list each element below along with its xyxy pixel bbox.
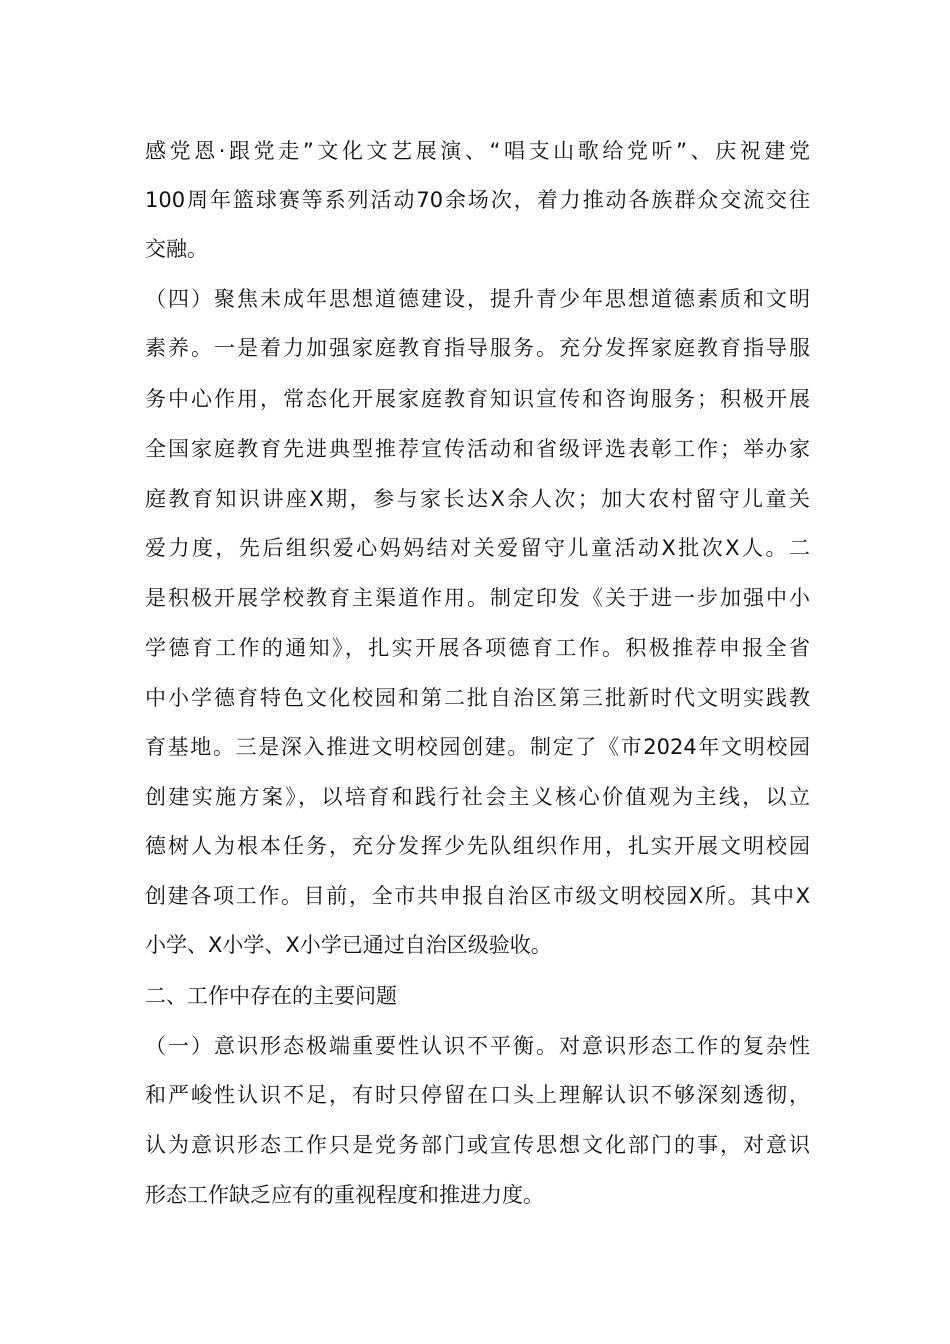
text-line: 庭教育知识讲座X期，参与家长达X余人次；加大农村留守儿童关 <box>145 487 810 511</box>
text-line: 德树人为根本任务，充分发挥少先队组织作用，扎实开展文明校园 <box>145 834 810 858</box>
text-line: 交融。 <box>145 237 208 261</box>
text-line: 100周年篮球赛等系列活动70余场次，着力推动各族群众交流交往 <box>145 188 810 212</box>
text-line: 形态工作缺乏应有的重视程度和推进力度。 <box>145 1183 544 1207</box>
text-line: （四）聚焦未成年思想道德建设，提升青少年思想道德素质和文明 <box>145 287 810 311</box>
text-line: 素养。一是着力加强家庭教育指导服务。充分发挥家庭教育指导服 <box>145 336 810 360</box>
section-heading: 二、工作中存在的主要问题 <box>145 984 397 1008</box>
text-line: 创建实施方案》，以培育和践行社会主义核心价值观为主线，以立 <box>145 785 810 809</box>
text-line: 感党恩·跟党走”文化文艺展演、“唱支山歌给党听”、庆祝建党 <box>145 139 810 163</box>
text-line: 全国家庭教育先进典型推荐宣传活动和省级评选表彰工作；举办家 <box>145 437 810 461</box>
text-line: 爱力度，先后组织爱心妈妈结对关爱留守儿童活动X批次X人。二 <box>145 536 810 560</box>
text-line: 认为意识形态工作只是党务部门或宣传思想文化部门的事，对意识 <box>145 1133 810 1157</box>
text-line: （一）意识形态极端重要性认识不平衡。对意识形态工作的复杂性 <box>145 1034 810 1058</box>
text-line: 和严峻性认识不足，有时只停留在口头上理解认识不够深刻透彻， <box>145 1083 810 1107</box>
text-line: 学德育工作的通知》，扎实开展各项德育工作。积极推荐申报全省 <box>145 636 810 660</box>
text-line: 育基地。三是深入推进文明校园创建。制定了《市2024年文明校园 <box>145 735 810 759</box>
text-line: 创建各项工作。目前，全市共申报自治区市级文明校园X所。其中X <box>145 884 810 908</box>
text-line: 务中心作用，常态化开展家庭教育知识宣传和咨询服务；积极开展 <box>145 387 810 411</box>
text-line: 是积极开展学校教育主渠道作用。制定印发《关于进一步加强中小 <box>145 586 810 610</box>
text-line: 小学、X小学、X小学已通过自治区级验收。 <box>145 933 552 957</box>
text-line: 中小学德育特色文化校园和第二批自治区第三批新时代文明实践教 <box>145 686 810 710</box>
